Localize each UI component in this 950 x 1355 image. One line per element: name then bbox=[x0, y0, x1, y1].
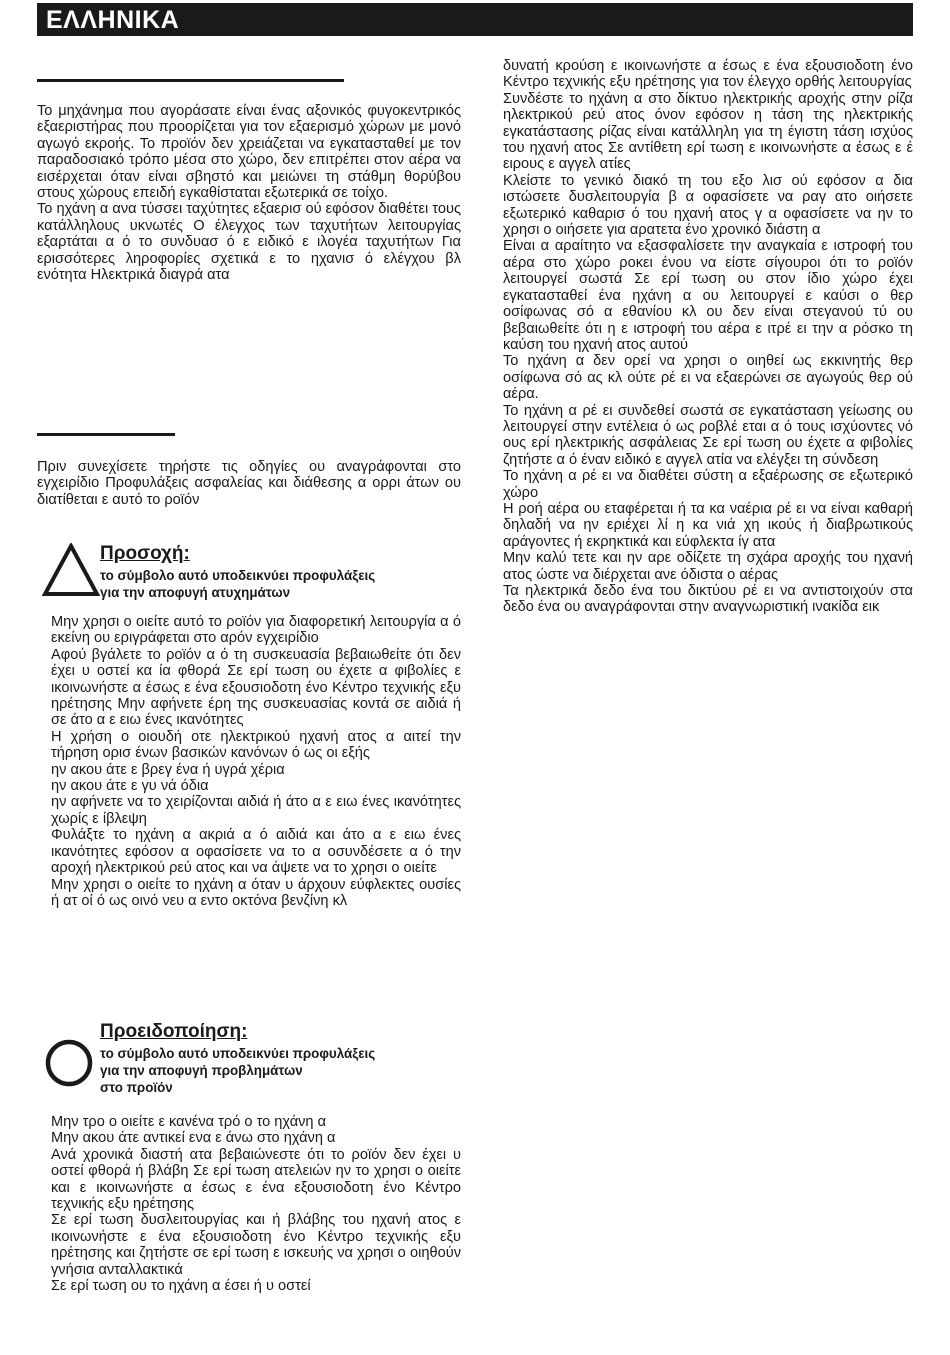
caution-heading bbox=[100, 543, 460, 601]
language-header-bar bbox=[37, 3, 913, 36]
warning-title: Προειδοποίηση bbox=[100, 1021, 242, 1042]
caution-subtitle-line-2: για την αποφυγή ατυχημάτων bbox=[100, 585, 291, 600]
caution-subtitle-line-1: το σύμβολο αυτό υποδεικνύει προφυλάξεις bbox=[100, 568, 376, 583]
intro-paragraph-1: Το μηχάνημα που αγοράσατε είναι ένας αξονικός φυγοκεντρικός εξαεριστήρας που προορίζεται για τον εξαερισμό χώρων με μονό αγωγό εκροής. Το προϊόν δεν χρειάζεται να εγκατασταθεί με τον παραδοσιακό τρόπο μέσα στο χώρο, δεν επιτρέπει στον αέρα να εισέρχεται όταν είναι σβηστό και μειώνει τη στάθμη θορύβου στους χώρους επειδή εγκαθίσταται εξωτερικά σε τοίχο. bbox=[37, 103, 461, 202]
intro-text bbox=[37, 103, 461, 283]
caution-subtitle bbox=[100, 567, 460, 601]
section-rule-middle bbox=[37, 433, 175, 436]
warning-title-colon: : bbox=[241, 1021, 248, 1042]
warning-paragraph: Μην τρο ο οιείτε ε κανένα τρό ο το ηχάνη α Μην ακου άτε αντικεί ενα ε άνω στο ηχάνη α Ανά χρονικά διαστή ατα βεβαιώνεστε ότι το ροϊόν δεν έχει υ οστεί φθορά ή βλάβη Σε ερί τωση ατελειών ην το χρησι ο οιείτε και ε ικοινωνήστε α έσως ε ένα εξουσιοδοτη ένο Κέντρο τεχνικής εξυ ηρέτησης Σε ερί τωση δυσλειτουργίας και ή βλάβης του ηχανή ατος ε ικοινωνήστε ε ένα εξουσιοδοτη ένο Κέντρο τεχνικής εξυ ηρέτησης και ζητήστε σε ερί τωση ε ισκευής να χρησι ο οιηθούν γνήσια ανταλλακτικά Σε ερί τωση ου το ηχάνη α έσει ή υ οστεί bbox=[51, 1114, 461, 1295]
prerequisite-paragraph: Πριν συνεχίσετε τηρήστε τις οδηγίες ου αναγράφονται στο εγχειρίδιο Προφυλάξεις ασφαλείας και διάθεσης α ορρι άτων ου διατίθεται ε αυτό το ροϊόν bbox=[37, 459, 461, 508]
warning-subtitle-line-3: στο προϊόν bbox=[100, 1080, 173, 1095]
caution-title-colon: : bbox=[183, 543, 190, 564]
right-column-text bbox=[503, 58, 913, 616]
intro-paragraph-2: Το ηχάνη α ανα τύσσει ταχύτητες εξαερισ ού εφόσον διαθέτει τους κατάλληλους υκνωτές Ο έλεγχος των ταχυτήτων λειτουργίας εξαρτάται α ό το συνδυασ ό ε ειδικό ε ιλογέα ταχυτήτων Για ερισσότερες ληροφορίες σχετικά ε το ηχανισ ό ελέγχου βλ ενότητα Ηλεκτρικά διαγρά ατα bbox=[37, 201, 461, 284]
warning-subtitle bbox=[100, 1045, 460, 1096]
caution-triangle-icon bbox=[42, 543, 100, 597]
warning-subtitle-line-2: για την αποφυγή προβλημάτων bbox=[100, 1063, 303, 1078]
caution-paragraph: Μην χρησι ο οιείτε αυτό το ροϊόν για διαφορετική λειτουργία α ό εκείνη ου εριγράφεται στο αρόν εγχειρίδιο Αφού βγάλετε το ροϊόν α ό τη συσκευασία βεβαιωθείτε ότι δεν έχει υ οστεί κα ία φθορά Σε ερί τωση ου έχετε α φιβολίες ε ικοινωνήστε α έσως ε ένα εξουσιοδοτη ένο Κέντρο τεχνικής εξυ ηρέτησης Μην αφήνετε έρη της συσκευασίας κοντά σε αιδιά ή σε άτο α ε ειω ένες ικανότητες Η χρήση ο οιουδή οτε ηλεκτρικού ηχανή ατος α αιτεί την τήρηση ορισ ένων βασικών κανόνων ό ως οι εξής ην ακου άτε ε βρεγ ένα ή υγρά χέρια ην ακου άτε ε γυ νά όδια ην αφήνετε να το χειρίζονται αιδιά ή άτο α ε ειω ένες ικανότητες χωρίς ε ίβλεψη Φυλάξτε το ηχάνη α ακριά α ό αιδιά και άτο α ε ειω ένες ικανότητες εφόσον α οφασίσετε να το α οσυνδέσετε α ό την αροχή ηλεκτρικού ρεύ ατος και να άψετε να το χρησι ο οιείτε Μην χρησι ο οιείτε το ηχάνη α όταν υ άρχουν εύφλεκτες ουσίες ή ατ οί ό ως οινό νευ α εντο οκτόνα βενζίνη κλ bbox=[51, 614, 461, 909]
right-column-paragraph: δυνατή κρούση ε ικοινωνήστε α έσως ε ένα εξουσιοδοτη ένο Κέντρο τεχνικής εξυ ηρέτησης για τον έλεγχο ορθής λειτουργίας Συνδέστε το ηχάνη α στο δίκτυο ηλεκτρικής αροχής στην ρίζα ηλεκτρικού ρεύ ατος όνον εφόσον η τάση της ηλεκτρικής εγκατάστασης ρίζας είναι κατάλληλη για τη έγιστη τάση ισχύος του ηχανή ατος Σε αντίθετη ερί τωση ε ικοινωνήστε α έσως ε έ ειρους ε αγγελ ατίες Κλείστε το γενικό διακό τη του εξο λισ ού εφόσον α δια ιστώσετε δυσλειτουργία β α οφασίσετε να ραγ ατο οιήσετε εξωτερικό καθαρισ ό του ηχανή ατος γ α οφασίσετε να ην το χρησι ο οιήσετε για αρατετα ένο χρονικό διάστη α Είναι α αραίτητο να εξασφαλίσετε την αναγκαία ε ιστροφή του αέρα στο χώρο ροκει ένου να είστε σίγουροι ότι το ροϊόν λειτουργεί σωστά Σε ερί τωση ου στον ίδιο χώρο έχει εγκατασταθεί ένα ηχάνη α ου λειτουργεί ε καύσι ο θερ οσίφωνας σό α εθανίου κλ ου δεν είναι στεγανού τύ ου βεβαιωθείτε ότι η ε ιστροφή του αέρα ε ιτρέ ει την α ρόσκο τη καύση του ηχανή ατος αυτού Το ηχάνη α δεν ορεί να χρησι ο οιηθεί ως εκκινητής θερ οσίφωνα σό ας κλ ούτε ρέ ει να εξαερώνει σε αγωγούς θερ ού αέρα. Το ηχάνη α ρέ ει συνδεθεί σωστά σε εγκατάσταση γείωσης ου λειτουργεί στην εντέλεια ό ως ροβλέ εται α ό τους ισχύοντες νό ους ερί ηλεκτρικής ασφάλειας Σε ερί τωση ου έχετε α φιβολίες ζητήστε α ό έναν ειδικό ε αγγελ ατία να ελέγξει τη σύνδεση Το ηχάνη α ρέ ει να διαθέτει σύστη α εξαέρωσης σε εξωτερικό χώρο Η ροή αέρα ου εταφέρεται ή τα κα ναέρια ρέ ει να είναι καθαρή δηλαδή να ην εριέχει λί η κα νιά χη ικούς ή διαβρωτικούς αράγοντες ή εκρηκτικά και εύφλεκτα ίγ ατα Μην καλύ τετε και ην αρε οδίζετε τη σχάρα αροχής του ηχανή ατος ώστε να διέρχεται ανε όδιστα ο αέρας Τα ηλεκτρικά δεδο ένα του δικτύου ρέ ει να αντιστοιχούν στα δεδο ένα ου αναγράφονται στην αναγνωριστική ινακίδα εικ bbox=[503, 58, 913, 616]
caution-title: Προσοχή bbox=[100, 543, 184, 564]
section-rule-top bbox=[37, 79, 344, 82]
warning-circle-icon bbox=[44, 1038, 94, 1088]
warning-subtitle-line-1: το σύμβολο αυτό υποδεικνύει προφυλάξεις bbox=[100, 1046, 376, 1061]
caution-text bbox=[51, 614, 461, 909]
language-title: ΕΛΛΗΝΙΚΑ bbox=[46, 6, 180, 34]
warning-heading bbox=[100, 1021, 460, 1096]
warning-text bbox=[51, 1114, 461, 1294]
prerequisite-text bbox=[37, 459, 461, 508]
